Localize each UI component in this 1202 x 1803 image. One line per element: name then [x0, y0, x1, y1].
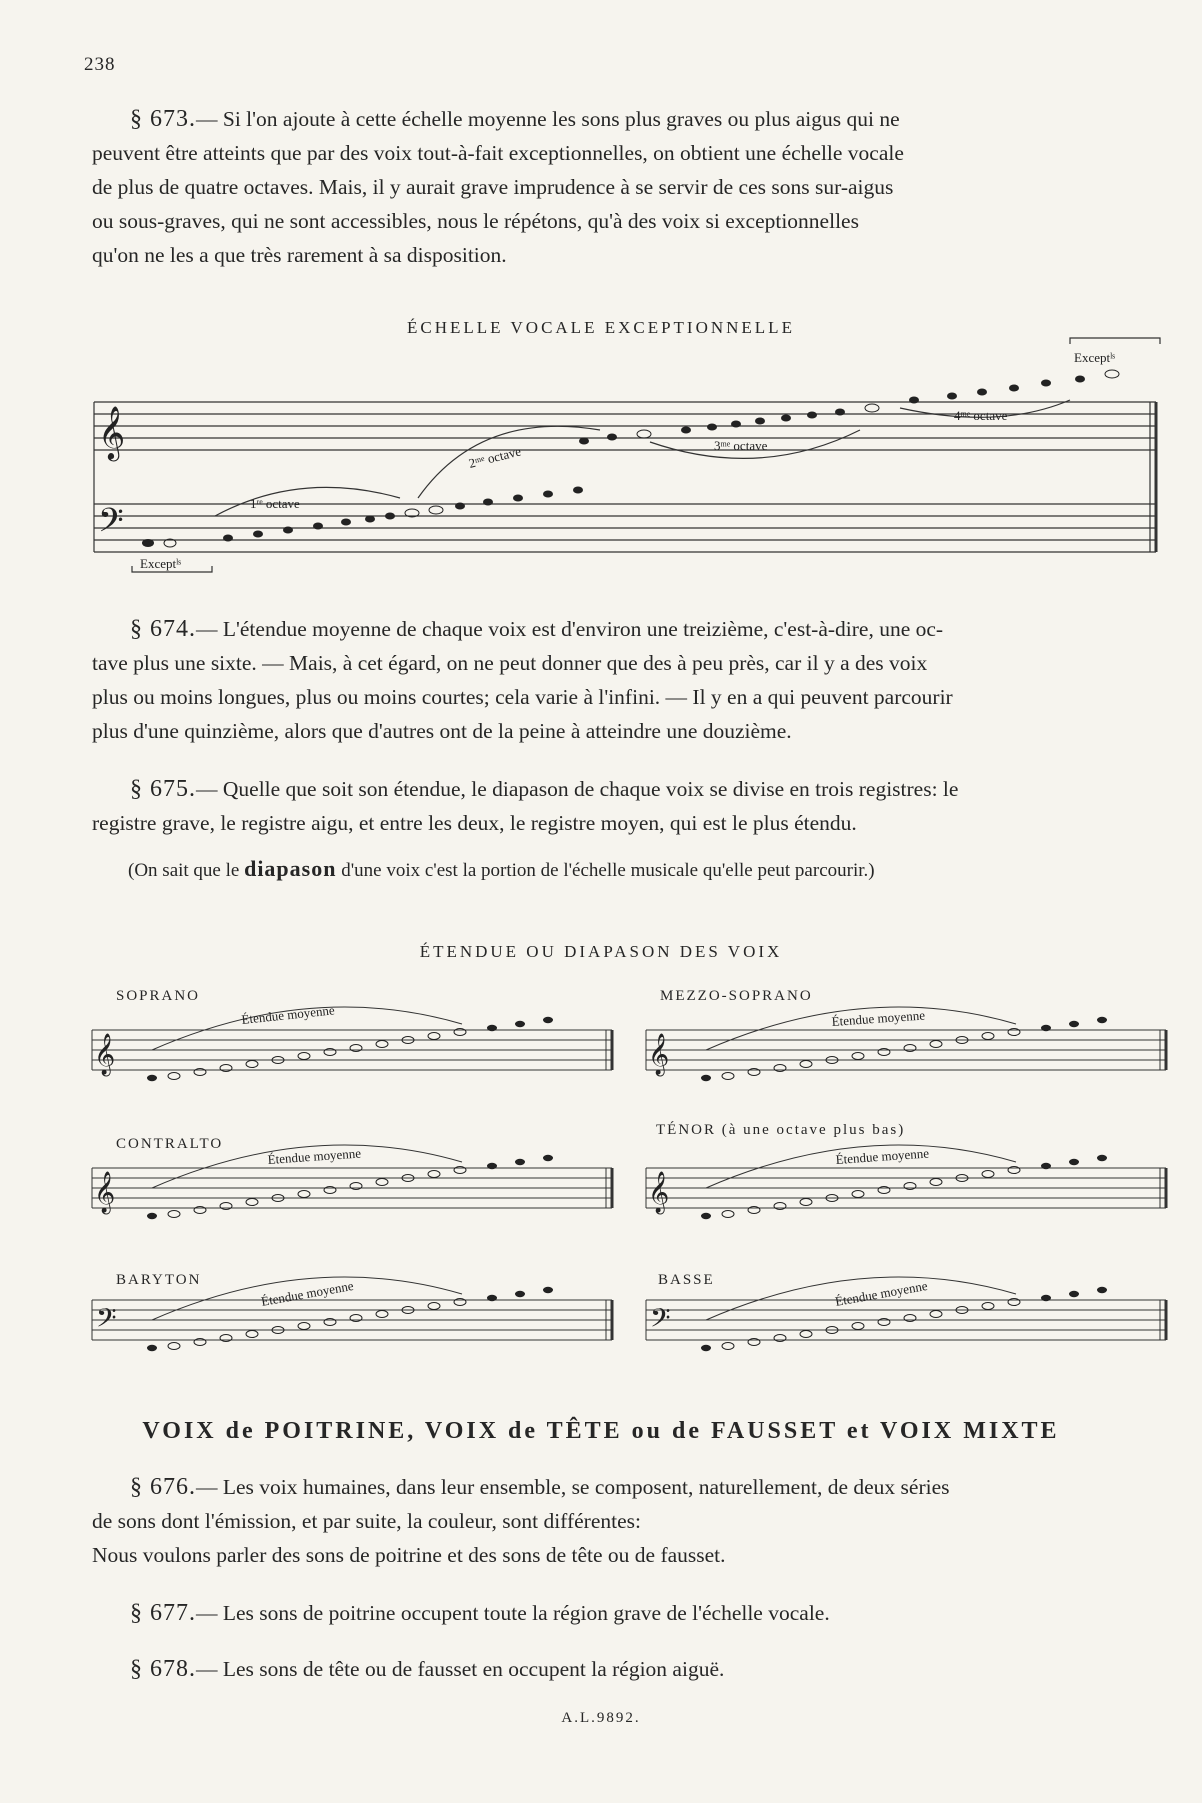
section-number: § 673.	[130, 106, 196, 132]
paragraph-677	[92, 1596, 1162, 1630]
text-line: registre grave, le registre aigu, et entre les deux, le registre moyen, qui est le plus étendu.	[92, 811, 857, 835]
exceptional-top-label: Exceptˡˢ	[1074, 350, 1116, 365]
range-label: Étendue moyenne	[831, 1007, 926, 1029]
svg-text:𝄞: 𝄞	[94, 1034, 116, 1074]
note-bold: diapason	[244, 856, 337, 881]
range-label: Étendue moyenne	[267, 1145, 362, 1167]
note-after: d'une voix c'est la portion de l'échelle musicale qu'elle peut parcourir.)	[336, 860, 875, 881]
text-line: — Les sons de poitrine occupent toute la région grave de l'échelle vocale.	[196, 1601, 830, 1625]
octave-label-4: 4ᵐᵉ octave	[954, 408, 1008, 423]
text-line: ou sous-graves, qui ne sont accessibles, nous le répétons, qu'à des voix si exceptionnelles	[92, 209, 859, 233]
voice-label-contralto: CONTRALTO	[116, 1136, 224, 1152]
text-line: peuvent être atteints que par des voix tout-à-fait exceptionnelles, on obtient une échelle vocale	[92, 141, 904, 165]
svg-text:𝄞: 𝄞	[98, 407, 126, 458]
svg-text:𝄞: 𝄞	[648, 1172, 670, 1212]
section-title: VOIX de POITRINE, VOIX de TÊTE ou de FAUSSET et VOIX MIXTE	[142, 1418, 1060, 1444]
figure-caption: ÉCHELLE VOCALE EXCEPTIONNELLE	[407, 318, 795, 337]
voice-label-basse: BASSE	[658, 1272, 715, 1288]
footer-plate-number: A.L.9892.	[561, 1710, 641, 1726]
note-before: (On sait que le	[128, 860, 245, 881]
paragraph-673	[92, 102, 1162, 272]
section-number: § 677.	[130, 1600, 196, 1626]
text-line: — Quelle que soit son étendue, le diapason de chaque voix se divise en trois registres: le	[196, 777, 959, 801]
text-line: — Les sons de tête ou de fausset en occupent la région aiguë.	[196, 1657, 725, 1681]
paragraph-675	[92, 772, 1162, 840]
svg-text:𝄢: 𝄢	[650, 1303, 671, 1339]
section-number: § 674.	[130, 616, 196, 642]
text-line: Nous voulons parler des sons de poitrine et des sons de tête ou de fausset.	[92, 1543, 726, 1567]
octave-label-2: 2ᵐᵉ octave	[467, 443, 523, 471]
svg-text:𝄢: 𝄢	[96, 1303, 117, 1339]
range-label: Étendue moyenne	[833, 1277, 929, 1309]
text-line: tave plus une sixte. — Mais, à cet égard, on ne peut donner que des à peu près, car il y a des voix	[92, 651, 928, 675]
text-line: — L'étendue moyenne de chaque voix est d'environ une treizième, c'est-à-dire, une oc-	[196, 617, 944, 641]
voice-label-baryton: BARYTON	[116, 1272, 202, 1288]
section-number: § 678.	[130, 1656, 196, 1682]
paragraph-678	[92, 1652, 1162, 1686]
note	[128, 856, 875, 882]
svg-text:𝄞: 𝄞	[94, 1172, 116, 1212]
text-line: de plus de quatre octaves. Mais, il y aurait grave imprudence à se servir de ces sons sur-aigus	[92, 175, 894, 199]
text-line: plus d'une quinzième, alors que d'autres ont de la peine à atteindre une douzième.	[92, 719, 792, 743]
svg-text:𝄞: 𝄞	[648, 1034, 670, 1074]
range-label: Étendue moyenne	[259, 1277, 355, 1309]
exceptional-bottom-label: Exceptˡˢ	[140, 556, 182, 571]
range-label: Étendue moyenne	[240, 1002, 336, 1027]
voice-label-mezzo: MEZZO-SOPRANO	[660, 988, 813, 1004]
section-number: § 675.	[130, 776, 196, 802]
section-number: § 676.	[130, 1474, 196, 1500]
vocal-scale-figure	[0, 330, 1202, 600]
octave-label-1: 1ʳᵉ octave	[250, 496, 300, 511]
voice-label-soprano: SOPRANO	[116, 988, 201, 1004]
text-line: plus ou moins longues, plus ou moins courtes; cela varie à l'infini. — Il y en a qui peuvent parcourir	[92, 685, 953, 709]
voice-ranges-figure	[0, 1000, 1202, 1400]
paragraph-676	[92, 1470, 1162, 1572]
svg-text:𝄢: 𝄢	[98, 502, 124, 547]
text-line: — Si l'on ajoute à cette échelle moyenne les sons plus graves ou plus aigus qui ne	[196, 107, 900, 131]
paragraph-674	[92, 612, 1162, 748]
range-label: Étendue moyenne	[835, 1145, 930, 1167]
text-line: qu'on ne les a que très rarement à sa disposition.	[92, 243, 507, 267]
text-line: — Les voix humaines, dans leur ensemble, se composent, naturellement, de deux séries	[196, 1475, 950, 1499]
text-line: de sons dont l'émission, et par suite, la couleur, sont différentes:	[92, 1509, 641, 1533]
voice-label-tenor: TÉNOR (à une octave plus bas)	[656, 1122, 906, 1138]
figure-caption: ÉTENDUE OU DIAPASON DES VOIX	[419, 942, 783, 961]
octave-label-3: 3ᵐᵉ octave	[714, 438, 768, 453]
page-number: 238	[84, 54, 116, 75]
